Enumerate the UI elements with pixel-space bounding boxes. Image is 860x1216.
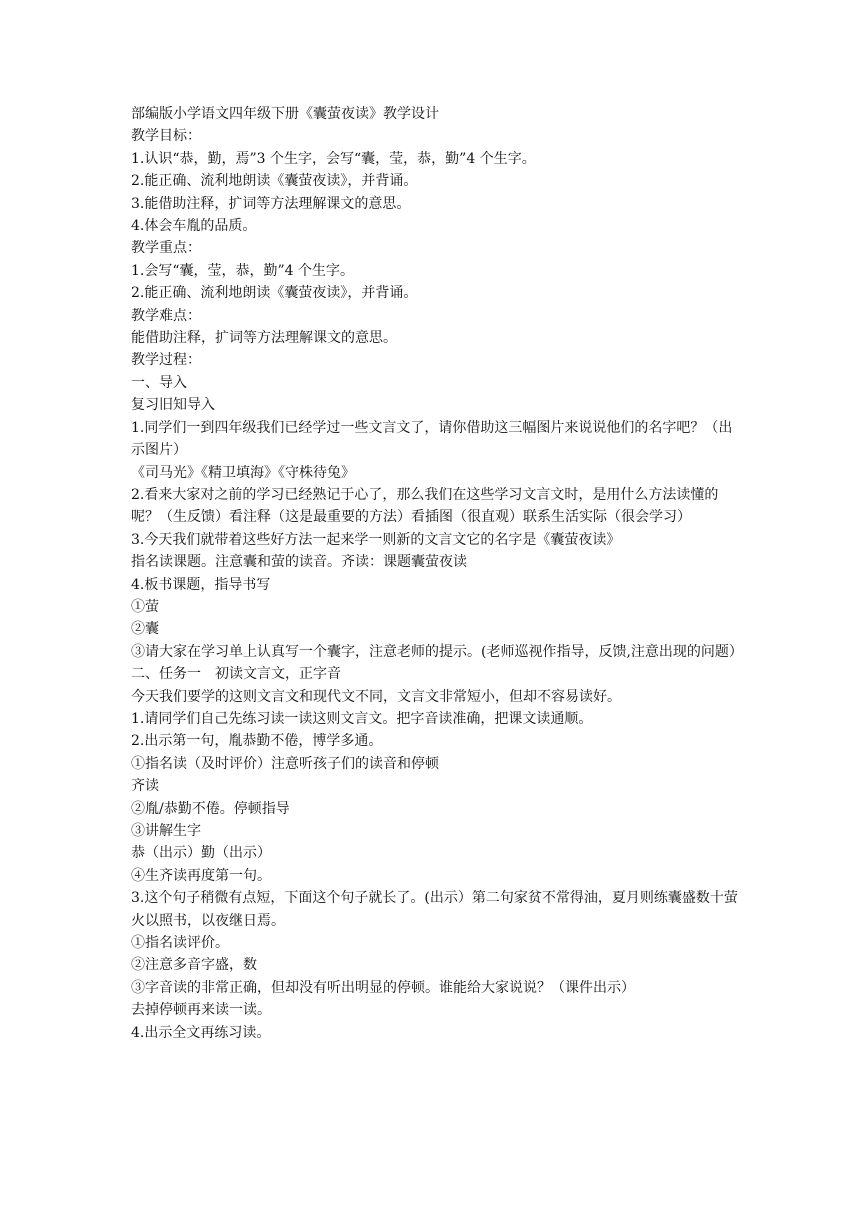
paragraph: 4.出示全文再练习读。 [131, 1024, 271, 1041]
paragraph: 3.今天我们就带着这些好方法一起来学一则新的文言文它的名字是《囊萤夜读》 [131, 531, 621, 548]
section-heading: 一、导入 [131, 374, 187, 391]
paragraph: ②注意多音字盛，数 [131, 957, 257, 974]
paragraph: ④生齐读再度第一句。 [131, 867, 271, 884]
paragraph: 能借助注释，扩词等方法理解课文的意思。 [131, 330, 397, 347]
paragraph: 2.出示第一句，胤恭勤不倦，博学多通。 [131, 733, 383, 750]
paragraph: ②囊 [131, 621, 159, 638]
paragraph: ③字音读的非常正确，但却没有听出明显的停顿。谁能给大家说说？（课件出示） [131, 979, 635, 996]
doc-title: 部编版小学语文四年级下册《囊萤夜读》教学设计 [131, 106, 439, 122]
paragraph: 恭（出示）勤（出示） [131, 845, 271, 862]
paragraph: ①萤 [131, 598, 159, 615]
section-heading: 教学目标： [131, 128, 201, 145]
paragraph: 4.板书课题，指导书写 [131, 576, 271, 593]
paragraph: ③请大家在学习单上认真写一个囊字，注意老师的提示。(老师巡视作指导，反馈,注意出现的问题） [131, 643, 743, 660]
paragraph: ③讲解生字 [131, 823, 201, 839]
paragraph: 1.同学们一到四年级我们已经学过一些文言文了，请你借助这三幅图片来说说他们的名字吧？（出示图片） [131, 419, 733, 459]
paragraph: 齐读 [131, 778, 159, 795]
paragraph: 3.这个句子稍微有点短，下面这个句子就长了。(出示）第二句家贫不常得油，夏月则练囊盛数十萤火以照书，以夜继日焉。 [131, 890, 738, 929]
section-heading: 教学重点： [131, 240, 201, 257]
paragraph: 1.请同学们自己先练习读一读这则文言文。把字音读准确，把课文读通顺。 [131, 710, 593, 727]
paragraph: ①指名读（及时评价）注意听孩子们的读音和停顿 [131, 755, 439, 772]
paragraph: 2.能正确、流利地朗读《囊萤夜读》，并背诵。 [131, 173, 418, 190]
paragraph: 1.认识“恭，勤，焉”3 个生字，会写“囊，莹，恭，勤”4 个生字。 [131, 150, 536, 167]
section-heading: 二、任务一 初读文言文，正字音 [131, 666, 341, 683]
paragraph: 2.看来大家对之前的学习已经熟记于心了，那么我们在这些学习文言文时，是用什么方法读懂的呢？（生反馈）看注释（这是最重要的方法）看插图（很直观）联系生活实际（很会学习） [131, 486, 719, 526]
paragraph: ②胤/恭勤不倦。停顿指导 [131, 800, 290, 817]
section-heading: 教学过程： [131, 352, 201, 369]
paragraph: 3.能借助注释，扩词等方法理解课文的意思。 [131, 195, 411, 212]
paragraph: 指名读课题。注意囊和萤的读音。齐读：课题囊萤夜读 [131, 554, 467, 571]
paragraph: 去掉停顿再来读一读。 [131, 1002, 271, 1019]
paragraph: 4.体会车胤的品质。 [131, 218, 257, 235]
paragraph: 今天我们要学的这则文言文和现代文不同，文言文非常短小，但却不容易读好。 [131, 688, 621, 705]
document-body [131, 103, 741, 1044]
paragraph: 1.会写“囊，莹，恭，勤”4 个生字。 [131, 262, 355, 279]
paragraph: ①指名读评价。 [131, 935, 229, 952]
paragraph: 《司马光》《精卫填海》《守株待兔》 [131, 464, 355, 481]
paragraph: 2.能正确、流利地朗读《囊萤夜读》，并背诵。 [131, 285, 418, 302]
section-heading: 教学难点： [131, 307, 201, 324]
paragraph: 复习旧知导入 [131, 397, 215, 414]
